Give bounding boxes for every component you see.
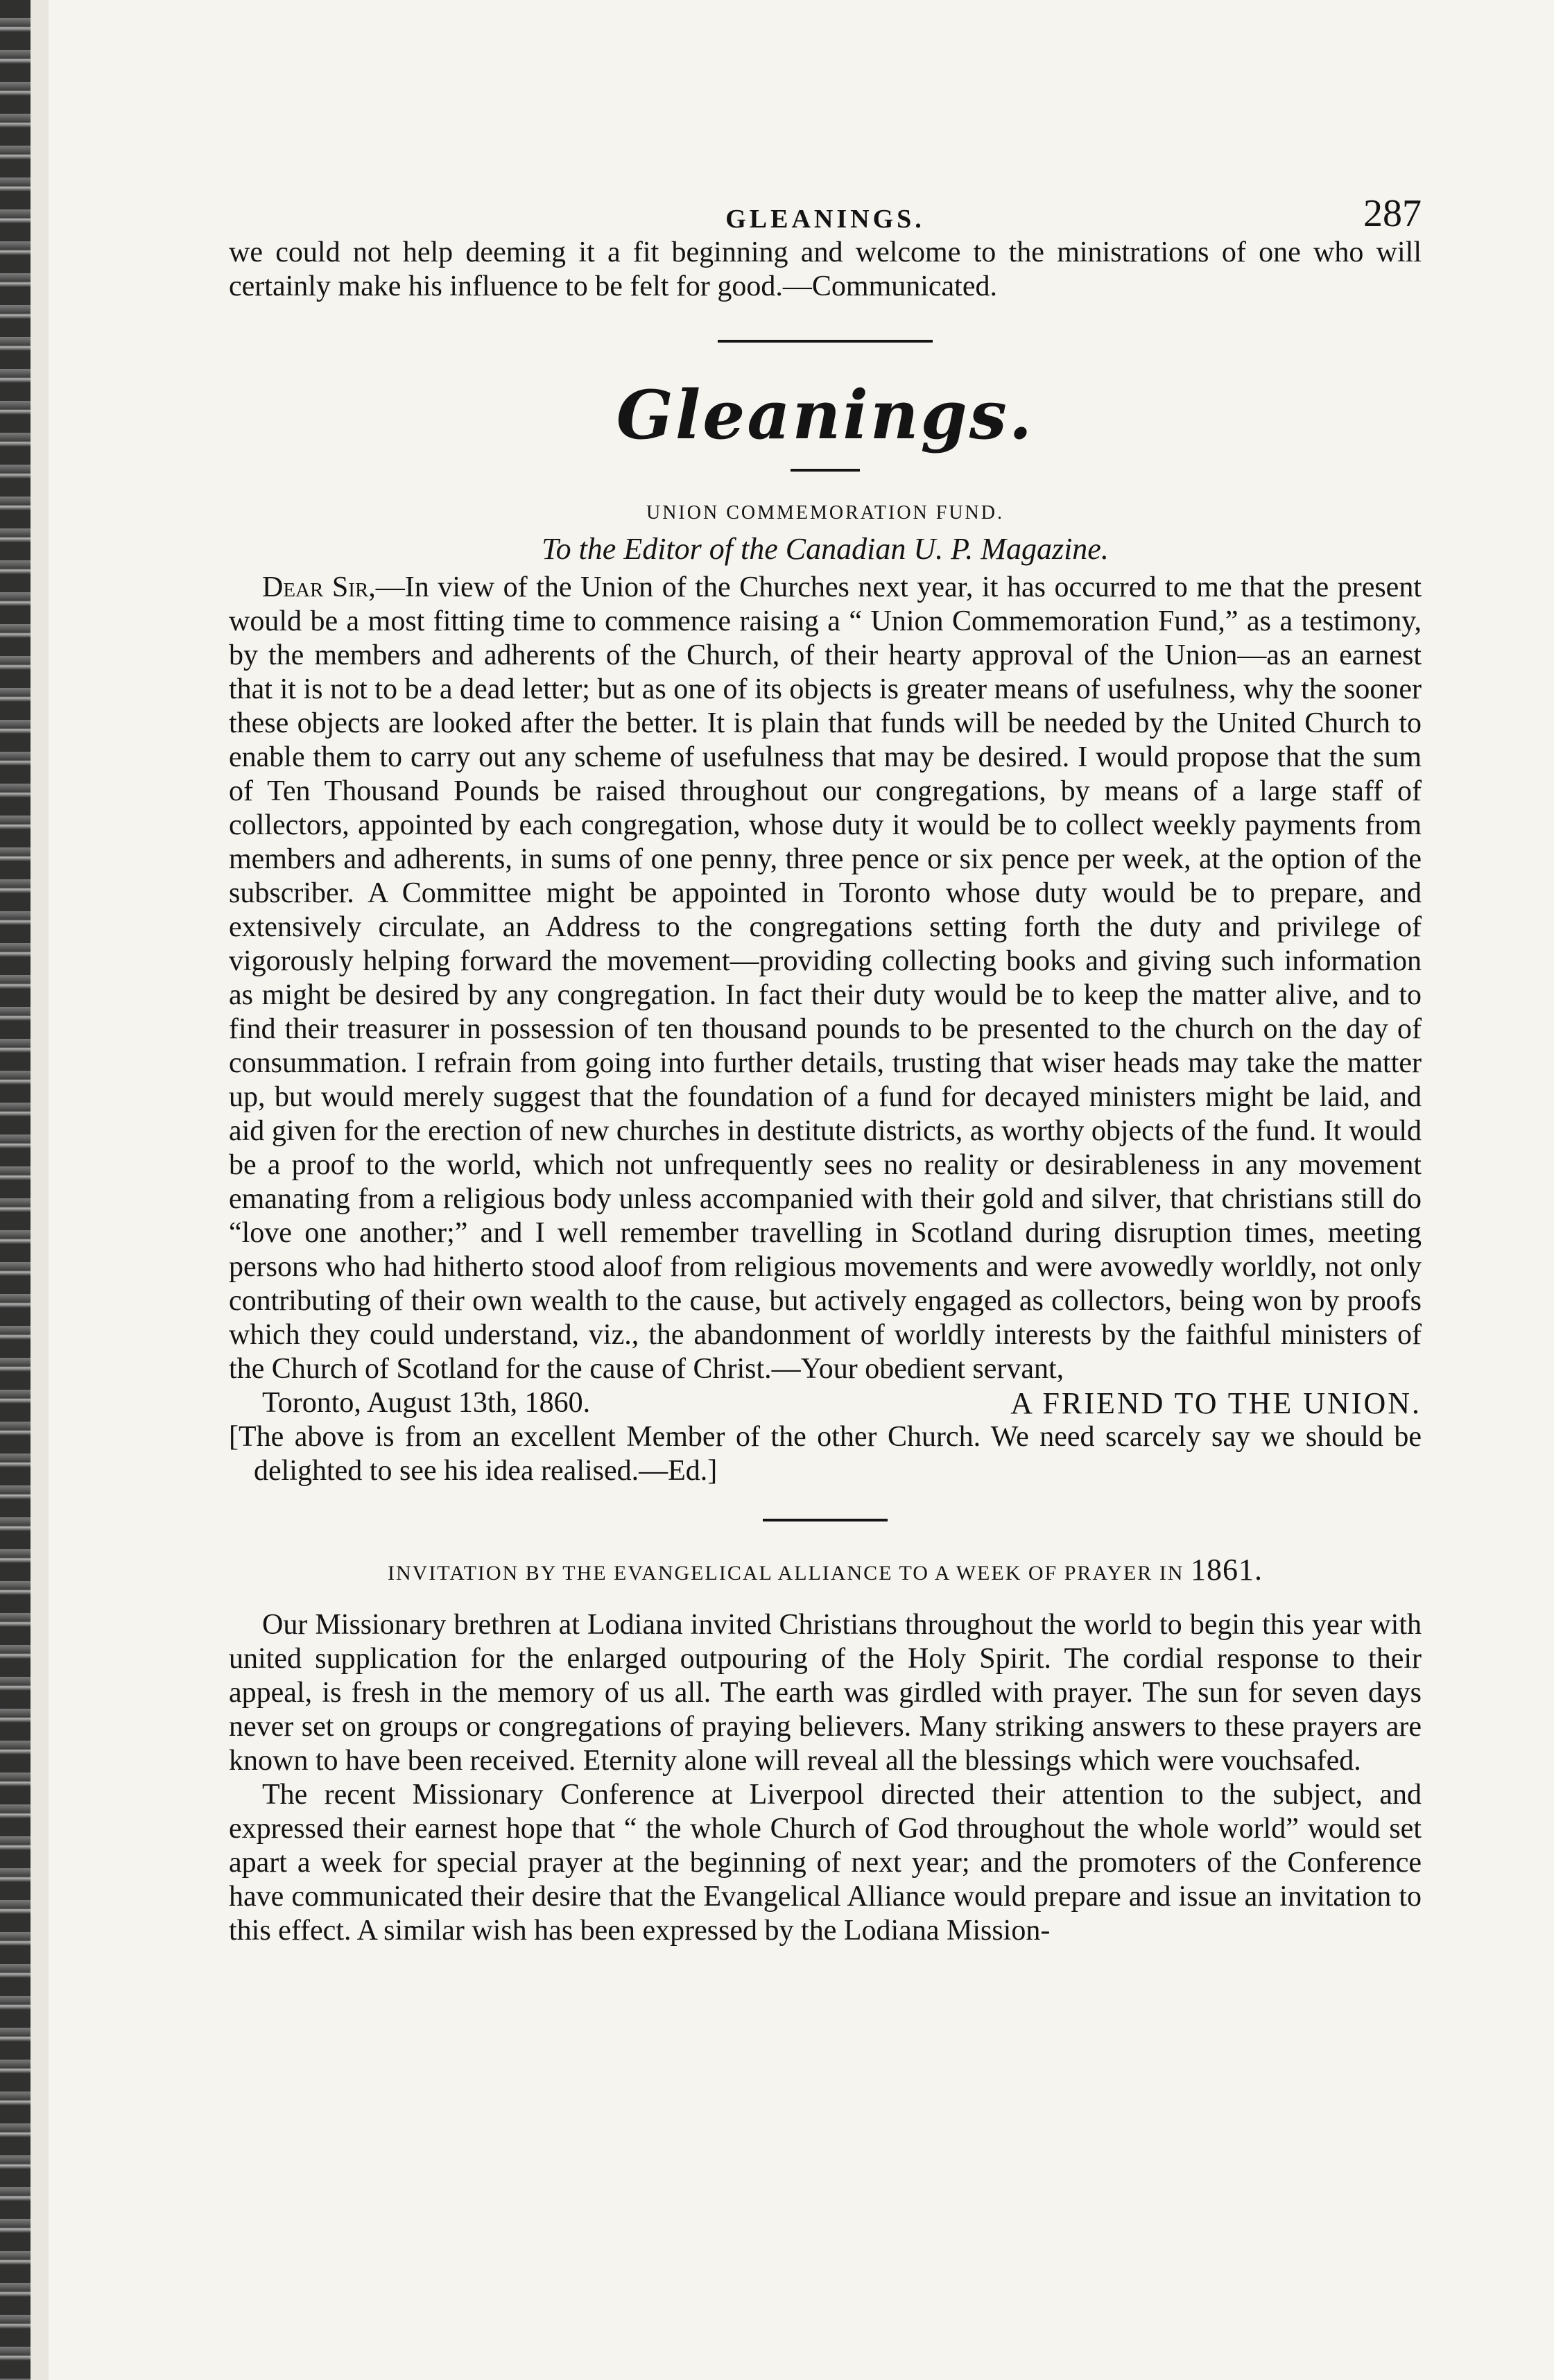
title-divider bbox=[791, 469, 860, 472]
letter-body bbox=[229, 571, 1422, 1386]
letter-text: —In view of the Union of the Churches next year, it has occurred to me that the present would be a most fitting time to commence raising a “ Union Commemoration Fund,” as a testimony, by the members and adherents of the Church, of their hearty approval of the Union—as an earnest that it is not to be a dead letter; but as one of its objects is greater means of usefulness, why the sooner these objects are looked after the better. It is plain that funds will be needed by the United Church to enable them to carry out any scheme of usefulness that may be desired. I would propose that the sum of Ten Thousand Pounds be raised throughout our congregations, by means of a large staff of collectors, appointed by each congregation, whose duty it would be to collect weekly payments from members and adherents, in sums of one penny, three pence or six pence per week, at the option of the subscriber. A Committee might be appointed in Toronto whose duty would be to prepare, and extensively circulate, an Address to the congregations setting forth the duty and privilege of vigorously helping forward the movement—providing collecting books and giving such information as might be desired by any congregation. In fact their duty would be to keep the matter alive, and to find their treasurer in possession of ten thousand pounds to be presented to the church on the day of consummation. I refrain from going into further details, trusting that wiser heads may take the matter up, but would merely suggest that the foundation of a fund for decayed ministers might be laid, and aid given for the erection of new churches in destitute districts, as worthy objects of the fund. It would be a proof to the world, which not unfrequently sees no reality or desirableness in any movement emanating from a religious body unless accompanied with their gold and silver, that christians still do “love one another;” and I well remember travelling in Scotland during disruption times, meeting persons who had hitherto stood aloof from religious movements and were avowedly worldly, not only contributing of their own wealth to the cause, but actively engaged as collectors, being won by proofs which they could understand, viz., the abandonment of worldly interests by the faithful ministers of the Church of Scotland for the cause of Christ.—Your obedient servant, bbox=[229, 571, 1422, 1385]
printed-page bbox=[229, 173, 1422, 1948]
invitation-heading-year: 1861. bbox=[1190, 1553, 1263, 1587]
book-spine-edge bbox=[0, 0, 31, 2380]
letter-place-date: Toronto, August 13th, 1860. bbox=[262, 1387, 591, 1419]
letter-salutation: Dear Sir, bbox=[262, 571, 376, 603]
running-head-title: GLEANINGS. bbox=[725, 205, 925, 234]
invitation-paragraph-2: The recent Missionary Conference at Liverpool directed their attention to the subject, and expressed their earnest hope that “ the whole Church of God throughout the whole world” would set apart a week for special prayer at the beginning of next year; and the promoters of the Conference have communicated their desire that the Evangelical Alliance would prepare and issue an invitation to this effect. A similar wish has been expressed by the Lodiana Mission- bbox=[229, 1779, 1422, 1947]
article-heading-union-fund: UNION COMMEMORATION FUND. bbox=[646, 502, 1004, 524]
page-margin-gutter bbox=[31, 0, 49, 2380]
intro-paragraph: we could not help deeming it a fit beginning and welcome to the ministrations of one who will certainly make his influence to be felt for good.—Communicated. bbox=[229, 236, 1422, 302]
editor-note: [The above is from an excellent Member of the other Church. We need scarcely say we should be delighted to see his idea realised.—Ed.] bbox=[229, 1421, 1422, 1487]
page-number: 287 bbox=[1363, 192, 1422, 235]
invitation-heading-text: INVITATION BY THE EVANGELICAL ALLIANCE TO A WEEK OF PRAYER IN bbox=[388, 1562, 1184, 1585]
article-heading-invitation bbox=[229, 1552, 1422, 1587]
section-title: Gleanings. bbox=[616, 376, 1035, 454]
invitation-paragraph-1: Our Missionary brethren at Lodiana invited Christians throughout the world to begin this year with united supplication for the enlarged outpouring of the Holy Spirit. The cordial response to their appeal, is fresh in the memory of us all. The earth was girdled with prayer. The sun for seven days never set on groups or congregations of praying believers. Many striking answers to these prayers are known to have been received. Eternity alone will reveal all the blessings which were vouchsafed. bbox=[229, 1609, 1422, 1777]
invitation-article bbox=[229, 1608, 1422, 1948]
article-subheading: To the Editor of the Canadian U. P. Magazine. bbox=[542, 532, 1109, 566]
section-divider bbox=[718, 340, 933, 343]
article-divider bbox=[763, 1519, 888, 1521]
letter-signature: A FRIEND TO THE UNION. bbox=[1010, 1386, 1422, 1420]
letter-signoff bbox=[229, 1386, 1422, 1420]
running-head bbox=[229, 173, 1422, 236]
